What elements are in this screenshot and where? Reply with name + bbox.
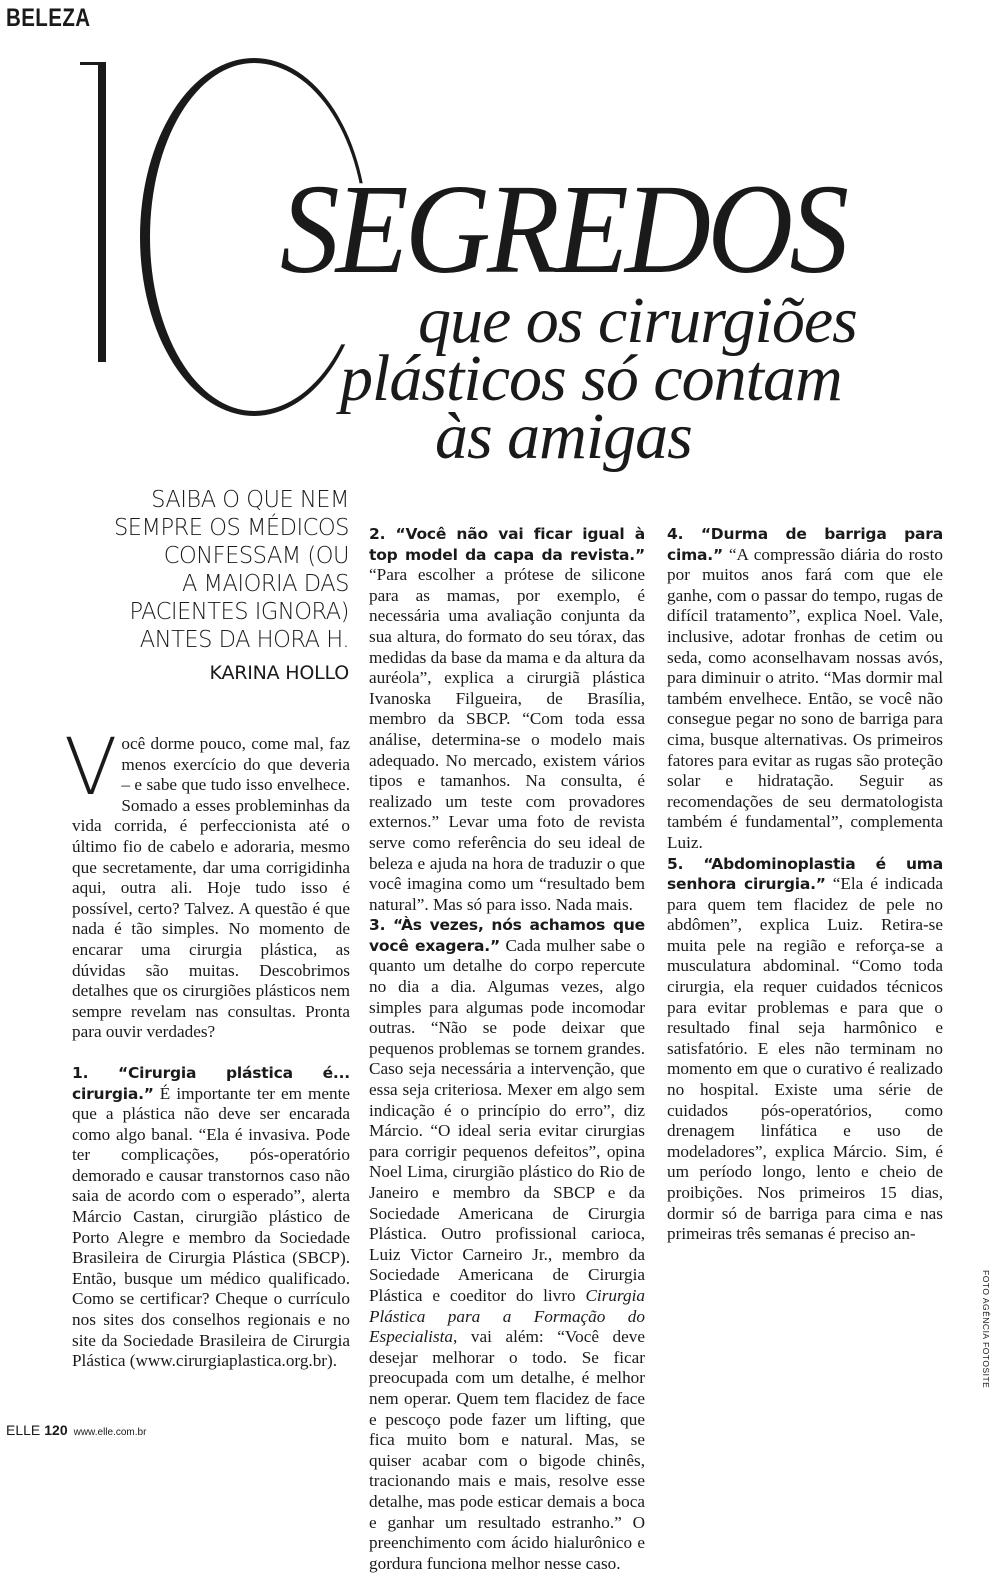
footer-brand: ELLE [6, 1422, 41, 1438]
lead-text [68, 486, 349, 654]
tip-body-continued: , vai além: “Você deve desejar melhorar o todo. Se ficar preocupada com um detalhe, é melhor nem operar. Quem tem flacidez de face e pescoço pode fazer um lifting, que fica muito bom e natural. Mas, se quiser acabar com o bigode chinês, tracionando mais e mais, resolve esse detalhe, mas pode esticar demais a boca e ganhar um resultado estranho.” O preenchimento com ácido hialurônico e gordura funciona melhor nesse caso. [369, 1327, 645, 1573]
article-column-2 [369, 524, 645, 1574]
lead-line: PACIENTES IGNORA) [129, 599, 349, 625]
headline-sub-line: às amigas [435, 400, 692, 473]
headline-sub [340, 284, 857, 473]
headline-number-one [98, 62, 106, 362]
lead-line: CONFESSAM (OU [163, 543, 349, 569]
lead-line: SEMPRE OS MÉDICOS [113, 515, 349, 541]
intro-text: ocê dorme pouco, come mal, faz menos exercício do que deveria – e sabe que tudo isso envelhece. Somado a esses probleminhas da vida corrida, é perfeccionista até o último fio de cabelo e adoraria, mesmo que secretamente, dar uma corrigidinha aqui, outra ali. Hoje tudo isso é possível, certo? Talvez. A questão é que nada é tão simples. No momento de encarar uma cirurgia plástica, as dúvidas são muitas. Descobrimos detalhes que os cirurgiões plásticos nem sempre revelam nas consultas. Pronta para ouvir verdades? [72, 734, 350, 1042]
book-title: Cirurgia Plástica para a Formação do Especialista [369, 1285, 645, 1347]
page-number: 120 [44, 1422, 68, 1438]
headline-main: SEGREDOS [280, 158, 846, 300]
headline-sub-line: que os cirurgiões [418, 284, 857, 357]
author-byline: KARINA HOLLO [209, 662, 349, 684]
photo-credit: FOTO AGÊNCIA FOTOSITE [981, 1270, 991, 1389]
tip-1 [72, 1063, 350, 1372]
lead-line: ANTES DA HORA H. [139, 627, 349, 653]
tip-4 [667, 524, 943, 854]
lead-line: SAIBA O QUE NEM [151, 487, 349, 513]
tip-body: “Para escolher a prótese de silicone para as mamas, por exemplo, é necessária uma avaliação conjunta da sua altura, do formato do seu tórax, das medidas da base da mama e da altura da auréola”, explica a cirurgiã plástica Ivanoska Filgueira, de Brasília, membro da SBCP. “Com toda essa análise, determina-se o modelo mais adequado. No mercado, existem vários tipos e tamanhos. Na consulta, é realizado um teste com provadores externos.” Levar uma foto de revista serve como referência do seu ideal de beleza e ajuda na hora de traduzir o que você imagina como um “resultado bem natural”. Mas só para isso. Nada mais. [369, 565, 645, 914]
tip-body: Cada mulher sabe o quanto um detalhe do corpo repercute no dia a dia. Algumas vezes, algo simples para algumas pode incomodar outras. “Não se pode deixar que pequenos problemas se tornem grandes. Caso seja necessária a intervenção, que essa seja criteriosa. Mexer em algo sem indicação é o princípio do erro”, diz Márcio. “O ideal seria evitar cirurgias para corrigir pequenos defeitos”, opina Noel Lima, cirurgião plástico do Rio de Janeiro e membro da SBCP e da Sociedade Americana de Cirurgia Plástica. Outro profissional carioca, Luiz Victor Carneiro Jr., membro da Sociedade Americana de Cirurgia Plástica e coeditor do livro [369, 935, 645, 1305]
tip-heading: 1. “Cirurgia plástica é... cirurgia.” [72, 1063, 350, 1103]
tip-body: “Ela é indicada para quem tem flacidez de pele no abdômen”, explica Luiz. Retira-se muita pele na região e reforça-se a musculatura abdominal. “Como toda cirurgia, ela requer cuidados técnicos para evitar problemas e para que o resultado final seja harmônico e satisfatório. E eles não terminam no momento em que o curativo é realizado no hospital. Existe uma série de cuidados pós-operatórios, como drenagem linfática e uso de modeladores”, explica Márcio. Sim, é um período longo, lento e cheio de proibições. Nos primeiros 15 dias, dormir só de barriga para cima e nas primeiras três semanas é preciso an- [667, 874, 943, 1244]
tip-body: É importante ter em mente que a plástica não deve ser encarada como algo banal. “Ela é invasiva. Pode ter complicações, pós-operatório demorado e causar transtornos caso não saia de acordo com o esperado”, alerta Márcio Castan, cirurgião plástico de Porto Alegre e membro da Sociedade Brasileira de Cirurgia Plástica (SBCP). Então, busque um médico qualificado. Como se certificar? Cheque o currículo nos sites dos conselhos regionais e no site da Sociedade Brasileira de Cirurgia Plástica (www.cirurgiaplastica.org.br). [72, 1083, 350, 1371]
tip-heading: 2. “Você não vai ficar igual à top model da capa da revista.” [369, 525, 645, 564]
article-column-3 [667, 524, 943, 1245]
footer-url: www.elle.com.br [73, 1427, 147, 1438]
tip-heading: 5. “Abdominoplastia é uma senhora cirurgia.” [667, 854, 943, 894]
tip-heading: 3. “Às vezes, nós achamos que você exagera.” [369, 916, 645, 955]
tip-2 [369, 524, 645, 915]
tip-body: “A compressão diária do rosto por muitos anos fará com que ele ganhe, com o passar do tempo, rugas de difícil tratamento”, explica Noel. Vale, inclusive, adotar fronhas de cetim ou seda, como aconselhavam nossas avós, para diminuir o atrito. “Mas dormir mal também envelhece. Então, se você não consegue pegar no sono de barriga para cima, busque alternativas. Os primeiros fatores para evitar as rugas são proteção solar e hidratação. Seguir as recomendações de seu dermatologista também é fundamental”, complementa Luiz. [667, 544, 943, 852]
tip-heading: 4. “Durma de barriga para cima.” [667, 525, 943, 564]
headline-sub-line: plásticos só contam [340, 342, 842, 415]
tip-3 [369, 915, 645, 1574]
tip-5 [667, 854, 943, 1245]
drop-cap: V [64, 723, 118, 813]
article-column-1 [64, 723, 350, 1372]
intro-paragraph [64, 723, 350, 1043]
section-tag: BELEZA [6, 4, 91, 32]
page-footer [6, 1422, 146, 1438]
lead-line: A MAIORIA DAS [181, 571, 349, 597]
